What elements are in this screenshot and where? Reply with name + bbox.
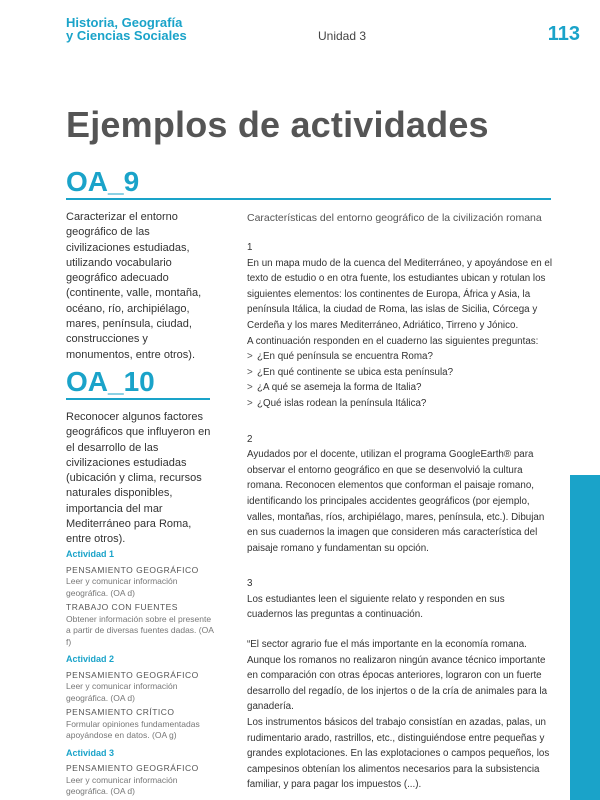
list-item: > ¿A qué se asemeja la forma de Italia? xyxy=(247,380,552,396)
skill-heading: PENSAMIENTO GEOGRÁFICO xyxy=(66,669,199,680)
skill-description: Leer y comunicar información geográfica. (OA d) xyxy=(66,576,178,598)
spacer xyxy=(247,412,552,426)
page-title: Ejemplos de actividades xyxy=(66,104,489,145)
activity-number: 1 xyxy=(247,242,253,253)
skill-heading: PENSAMIENTO CRÍTICO xyxy=(66,707,175,717)
list-item: > ¿Qué islas rodean la península Itálica? xyxy=(247,396,552,412)
subject-label xyxy=(66,16,187,42)
activity-3-title: Actividad 3 xyxy=(66,747,115,758)
skill-description: Leer y comunicar información geográfica. (OA d) xyxy=(66,774,178,796)
paragraph: En un mapa mudo de la cuenca del Mediterráneo, y apoyándose en el texto de estudio o en otra fuente, los estudiantes ubican y rotulan los siguientes elementos: los continentes de Europa, África y Asia, la península Itálica, la ciudad de Roma, las islas de Sicilia, Córcega y Cerdeña y los mares Mediterráneo, Adriático, Tirreno y Jónico. xyxy=(247,257,552,331)
subject-line-1: Historia, Geografía xyxy=(66,15,183,30)
unit-label: Unidad 3 xyxy=(318,29,367,43)
skill-description: Obtener información sobre el presente a partir de diversas fuentes dadas. (OA f) xyxy=(66,613,214,647)
quote-paragraph: Los instrumentos básicos del trabajo consistían en azadas, palas, un rudimentario arado, rastrillos, etc., distinguiéndose entre pequeñas y grandes explotaciones. En las explotaciones o campos pequeños, los campesinos obtenían los alimentos necesarios para la subsistencia familiar, y para pagar los impuestos (...). xyxy=(247,717,550,791)
paragraph: A continuación responden en el cuaderno las siguientes preguntas: xyxy=(247,335,539,347)
oa10-text: Reconocer algunos factores geográficos que influyeron en el desarrollo de las civilizaciones estudiadas (ubicación y clima, recursos naturales disponibles, importancia del mar Mediterráneo para Roma, entre otros). xyxy=(66,411,211,546)
spacer xyxy=(247,556,552,570)
spacer xyxy=(247,623,552,637)
oa9-heading: OA_9 xyxy=(66,166,551,200)
activity-1-title: Actividad 1 xyxy=(66,549,115,559)
activities-content xyxy=(247,210,552,793)
section-title: Características del entorno geográfico de la civilización romana xyxy=(247,212,542,224)
oa9-text: Caracterizar el entorno geográfico de las civilizaciones estudiadas, utilizando vocabulario geográfico adecuado (continente, valle, montaña, océano, río, archipiélago, mares, península, ciudad, construcciones y monumentos, entre otros). xyxy=(66,211,202,361)
question-list xyxy=(247,349,552,411)
skill-description: Leer y comunicar información geográfica. (OA d) xyxy=(66,681,178,703)
activities-list xyxy=(66,549,216,798)
oa10-heading: OA_10 xyxy=(66,366,210,400)
activity-2-title: Actividad 2 xyxy=(66,654,115,664)
list-item: > ¿En qué continente se ubica esta península? xyxy=(247,365,552,381)
skill-heading: PENSAMIENTO GEOGRÁFICO xyxy=(66,763,199,773)
activity-number: 2 xyxy=(247,433,253,445)
activity-number: 3 xyxy=(247,578,253,590)
side-color-tab xyxy=(570,475,600,800)
page-header xyxy=(66,16,580,50)
skill-description: Formular opiniones fundamentadas apoyándose en datos. (OA g) xyxy=(66,718,200,740)
page-number: 113 xyxy=(547,23,580,45)
quote-paragraph: “El sector agrario fue el más importante en la economía romana. Aunque los romanos no realizaron ningún avance técnico importante en comparación con otras épocas anteriores, lograron con un fuerte desarrollo del regadío, de los injertos o de la cría de animales para la ganadería. xyxy=(247,639,548,713)
list-item: > ¿En qué península se encuentra Roma? xyxy=(247,349,552,365)
paragraph: Ayudados por el docente, utilizan el programa GoogleEarth® para observar el entorno geográfico en que se desenvolvió la cultura romana. Reconocen elementos que conforman el paisaje romano, identificando los principales accidentes geográficos (por ejemplo, valles, montañas, ríos, archipiélago, mares, península, etc.). Dibujan en sus cuadernos la imagen que consideren más característica del paisaje romano y fundamentan su opción. xyxy=(247,449,545,554)
skill-heading: TRABAJO CON FUENTES xyxy=(66,602,178,612)
subject-line-2: y Ciencias Sociales xyxy=(66,28,187,43)
paragraph: Los estudiantes leen el siguiente relato y responden en sus cuadernos las preguntas a continuación. xyxy=(247,593,505,621)
skill-heading: PENSAMIENTO GEOGRÁFICO xyxy=(66,564,199,575)
